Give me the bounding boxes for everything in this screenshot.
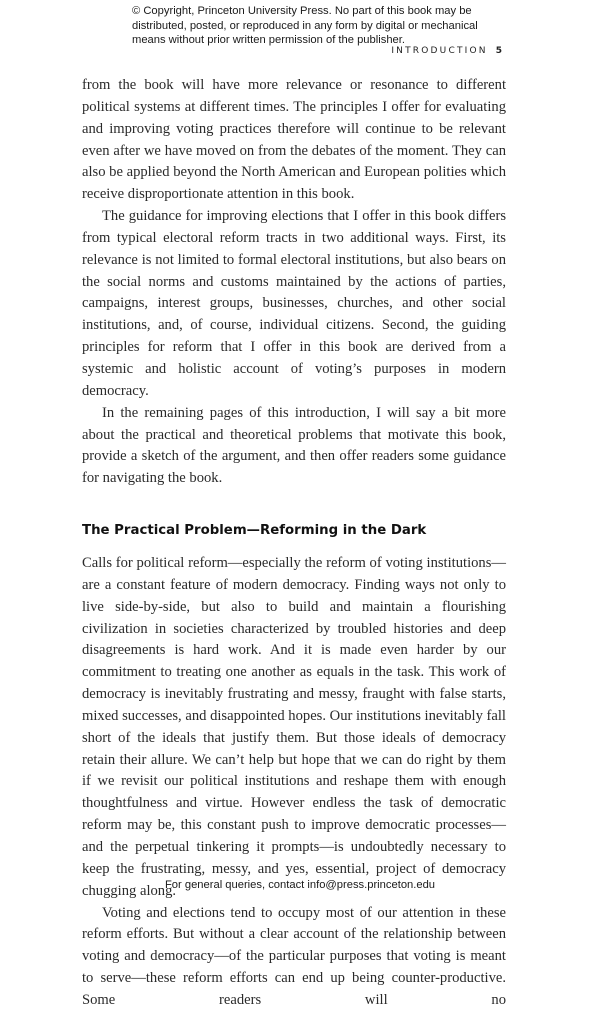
chapter-title: INTRODUCTION — [391, 46, 488, 56]
footer-contact: For general queries, contact info@press.princeton.edu — [164, 879, 436, 891]
running-head — [391, 46, 502, 56]
page-body — [82, 75, 506, 1012]
paragraph: Voting and elections tend to occupy most of our attention in these reform efforts. But without a clear account of the relationship between voting and democracy—of the particular purposes that voting is meant to serve—these reform efforts can end up being counter-productive. Some readers will no — [82, 904, 506, 1008]
paragraph: The guidance for improving elections that I offer in this book differs from typical electoral reform tracts in two additional ways. First, its relevance is not limited to formal electoral institutions, but also bears on the social norms and customs maintained by the actions of parties, campaigns, interest groups, businesses, churches, and other social institutions, and, of course, individual citizens. Second, the guiding principles for reform that I offer in this book are derived from a systemic and holistic account of voting’s purposes in modern democracy. — [82, 208, 506, 399]
paragraph: from the book will have more relevance or resonance to different political systems at different times. The principles I offer for evaluating and improving voting practices therefore will continue to be relevant even after we have moved on from the debates of the moment. They can also be applied beyond the North American and European polities which receive disproportionate attention in this book. — [82, 77, 506, 203]
paragraph: In the remaining pages of this introduction, I will say a bit more about the practical and theoretical problems that motivate this book, provide a sketch of the argument, and then offer readers some guidance for navigating the book. — [82, 404, 506, 487]
page-number: 5 — [495, 46, 502, 56]
copyright-notice: © Copyright, Princeton University Press. No part of this book may be distributed, posted, or reproduced in any form by digital or mechanical means without prior written permission of the publisher. — [132, 5, 478, 46]
section-heading: The Practical Problem—Reforming in the Dark — [82, 523, 427, 539]
paragraph: Calls for political reform—especially the reform of voting institutions—are a constant feature of modern democracy. Finding ways not only to live side-by-side, but also to build and maintain a flourishing civilization in societies characterized by troubled histories and deep disagreements is hard work. And it is made even harder by our commitment to treating one another as equals in the task. This work of democracy is inevitably frustrating and messy, fraught with false starts, mixed successes, and disappointed hopes. Our institutions inevitably fall short of the ideals that justify them. But those ideals of democracy retain their allure. We can’t help but hope that we can do right by them if we revisit our political institutions and reshape them with enough thoughtfulness and virtue. However endless the task of democratic reform may be, this constant push to improve democratic processes—and the perpetual tinkering it prompts—is undoubtedly necessary to keep the frustrating, messy, and yes, essential, project of democracy chugging along. — [82, 555, 506, 899]
